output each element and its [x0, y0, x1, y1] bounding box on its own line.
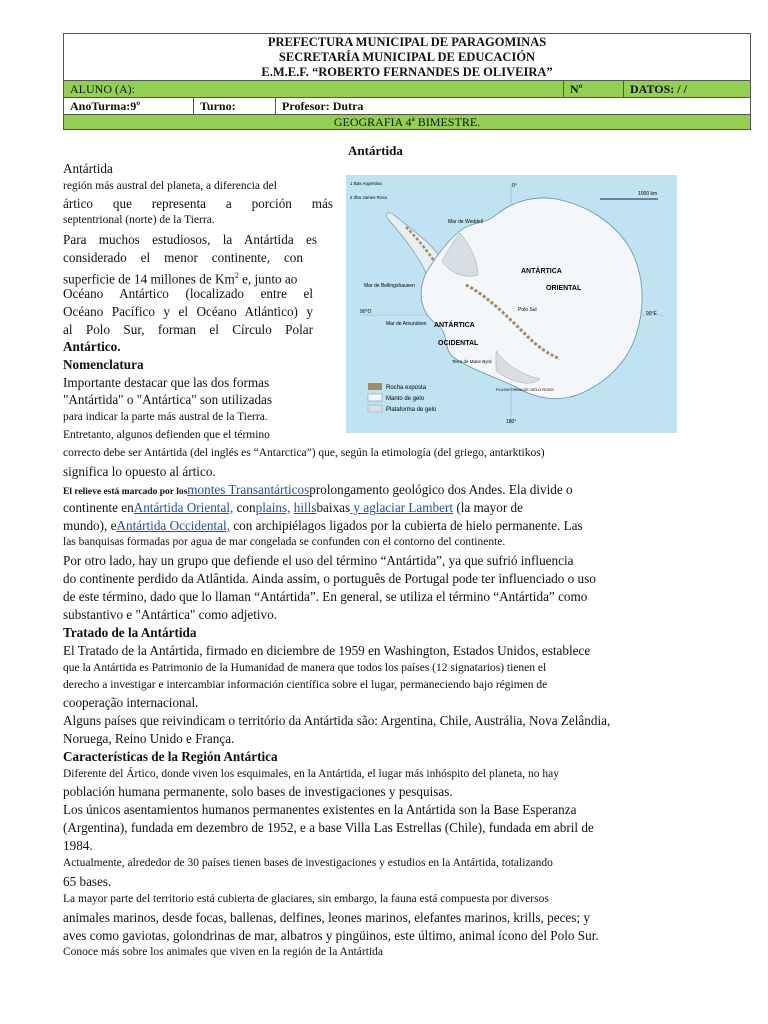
map-label-east: ANTÁRTICA [521, 268, 562, 275]
legend-ice: Manto de gelo [386, 396, 425, 402]
link-transantarticos[interactable]: montes Transantárticos [187, 482, 310, 497]
page-title: Antártida [348, 143, 403, 158]
map-label-bell: Mar de Bellingshausen [364, 283, 415, 289]
map-label-180: 180° [506, 419, 517, 425]
map-label-east2: ORIENTAL [546, 285, 582, 292]
carac-line-2: población humana permanente, solo bases de investigaciones y pesquisas. [63, 784, 453, 799]
map-label-west2: OCIDENTAL [438, 340, 479, 347]
header-title [64, 34, 750, 80]
intro-line-2: ártico que representa a porción más [63, 196, 333, 211]
relief-line-3: mundo), eAntártida Occidental, con archipiélagos ligados por la cubierta de hielo permanente. Las [63, 518, 583, 533]
map-label-west: ANTÁRTICA [434, 322, 475, 329]
link-lambert[interactable]: y aglaciar Lambert [350, 500, 454, 515]
term-line-1: Por otro lado, hay un grupo que defiende el uso del término “Antártida”, ya que sufrió influencia [63, 553, 574, 568]
intro-line-3: septentrional (norte) de la Tierra. [63, 214, 215, 226]
term-line-3: de este término, dado que lo llaman “Antártida”. En general, se utiliza el término “Antártida” como [63, 589, 588, 604]
map-label-amund: Mar de Amundsen [386, 321, 427, 327]
relief-line-2: continente enAntártida Oriental, conplains, hillsbaixas y aglaciar Lambert (la mayor de [63, 500, 523, 515]
antarctica-map-svg [346, 175, 677, 433]
school-header [63, 33, 751, 130]
link-plains[interactable]: plains, [255, 500, 291, 515]
antarctica-map [346, 175, 677, 433]
map-label-list2: 2 Ilha James Ross [350, 195, 388, 200]
term-line-4: substantivo e "Antártica" como adjetivo. [63, 607, 278, 622]
link-hills[interactable]: hills [293, 500, 317, 515]
carac-line-8: La mayor parte del territorio está cubierta de glaciares, sin embargo, la fauna está compuesta por diversos [63, 893, 549, 905]
map-label-0: 0° [512, 183, 517, 189]
map-label-ross: PLATAFORMA DE GELO ROSS [496, 387, 554, 392]
carac-line-4: (Argentina), fundada em dezembro de 1952, e a base Villa Las Estrellas (Chile), fundada em abril de [63, 820, 594, 835]
nom-line-6: significa lo opuesto al ártico. [63, 464, 216, 479]
nom-line-5: correcto debe ser Antártida (del inglés es “Antarctica”) que, según la etimología (del griego, antarktikos) [63, 447, 545, 459]
p2-line-1: Para muchos estudiosos, la Antártida es [63, 232, 317, 247]
p2-line-5: Océano Pacífico y el Océano Atlántico) y [63, 304, 313, 319]
map-label-marie: Terra de Marie Byrd [452, 359, 492, 364]
carac-heading: Características de la Región Antártica [63, 749, 278, 764]
date-field[interactable]: DATOS: / / [630, 82, 687, 96]
link-antartida-oriental[interactable]: Antártida Oriental, [133, 500, 234, 515]
header-line-3: E.M.E.F. “ROBERTO FERNANDES DE OLIVEIRA” [261, 65, 553, 79]
number-field[interactable]: Nº [564, 81, 624, 97]
tratado-line-5: Alguns países que reivindicam o território da Antártida são: Argentina, Chile, Austrália, Nova Zelândia, [63, 713, 611, 728]
map-label-90w: 90°O [360, 309, 372, 315]
p2-line-3: superficie de 14 millones de Km$^2$ e, junto ao [63, 271, 298, 287]
carac-line-11: Conoce más sobre los animales que viven en la región de la Antártida [63, 946, 383, 958]
nom-line-3: para indicar la parte más austral de la Tierra. [63, 411, 268, 423]
intro-heading: Antártida [63, 161, 113, 176]
anoturma-field[interactable]: AnoTurma:9º [64, 98, 194, 114]
carac-line-7: 65 bases. [63, 874, 112, 889]
p2-line-6: al Polo Sur, forman el Círculo Polar [63, 322, 313, 337]
student-row [64, 80, 750, 97]
map-scale: 1000 km [638, 191, 658, 197]
nom-line-4: Entretanto, algunos defienden que el término [63, 429, 270, 441]
turno-field[interactable]: Turno: [194, 98, 276, 114]
legend-rock: Rocha exposta [386, 385, 427, 391]
relief-line-1: El relieve está marcado por losmontes Transantárticosprolongamento geológico dos Andes. Ela divide o [63, 482, 573, 497]
tratado-line-4: cooperação internacional. [63, 695, 199, 710]
carac-line-3: Los únicos asentamientos humanos permanentes existentes en la Antártida son la Base Esperanza [63, 802, 577, 817]
map-label-list1: 1 Bas Argentina [350, 181, 382, 186]
relief-line-4: las banquisas formadas por agua de mar congelada se confunden con el contorno del continente. [63, 536, 506, 548]
p2-line-7: Antártico. [63, 339, 121, 354]
carac-line-5: 1984. [63, 838, 93, 853]
intro-line-1: región más austral del planeta, a diferencia del [63, 180, 277, 192]
tratado-line-3: derecho a investigar e intercambiar información científica sobre el lugar, permaneciendo bajo régimen de [63, 679, 548, 691]
tratado-line-1: El Tratado de la Antártida, firmado en diciembre de 1959 en Washington, Estados Unidos, establece [63, 643, 591, 658]
aluno-field[interactable]: ALUNO (A): [64, 81, 564, 97]
link-antartida-occidental[interactable]: Antártida Occidental, [116, 518, 230, 533]
map-label-wedd: Mar de Weddell [448, 219, 483, 225]
nom-line-2: "Antártida" o "Antártica" son utilizadas [63, 392, 273, 407]
nom-line-1: Importante destacar que las dos formas [63, 375, 270, 390]
header-line-2: SECRETARÍA MUNICIPAL DE EDUCACIÓN [278, 50, 536, 64]
p2-line-2: considerado el menor continente, con [63, 250, 303, 265]
term-line-2: do continente perdido da Atlântida. Ainda assim, o português de Portugal pode ter influenciado o uso [63, 571, 596, 586]
subject-banner: GEOGRAFIA 4ª BIMESTRE. [64, 114, 750, 129]
map-label-polo: Polo Sul [518, 307, 537, 313]
carac-line-9: animales marinos, desde focas, ballenas, delfines, leones marinos, elefantes marinos, krills, peces; y [63, 910, 590, 925]
nomenclatura-heading: Nomenclatura [63, 357, 144, 372]
tratado-line-2: que la Antártida es Patrimonio de la Humanidad de manera que todos los países (12 signatarios) tienen el [63, 662, 547, 674]
map-label-90e: 90°E [646, 311, 657, 317]
p2-line-4: Océano Antártico (localizado entre el [63, 286, 313, 301]
class-row [64, 97, 750, 114]
tratado-line-6: Noruega, Reino Unido e França. [63, 731, 235, 746]
header-line-1: PREFECTURA MUNICIPAL DE PARAGOMINAS [267, 35, 547, 49]
carac-line-6: Actualmente, alrededor de 30 países tienen bases de investigaciones y estudios en la Antártida, totalizando [63, 857, 553, 869]
carac-line-10: aves como gaviotas, golondrinas de mar, albatros y pingüinos, este último, animal ícono del Polo Sur. [63, 928, 599, 943]
legend-shelf: Plataforma de gelo [386, 407, 437, 413]
carac-line-1: Diferente del Ártico, donde viven los esquimales, en la Antártida, el lugar más inhóspito del planeta, no hay [63, 768, 559, 780]
profesor-field: Profesor: Dutra [282, 99, 364, 113]
tratado-heading: Tratado de la Antártida [63, 625, 197, 640]
